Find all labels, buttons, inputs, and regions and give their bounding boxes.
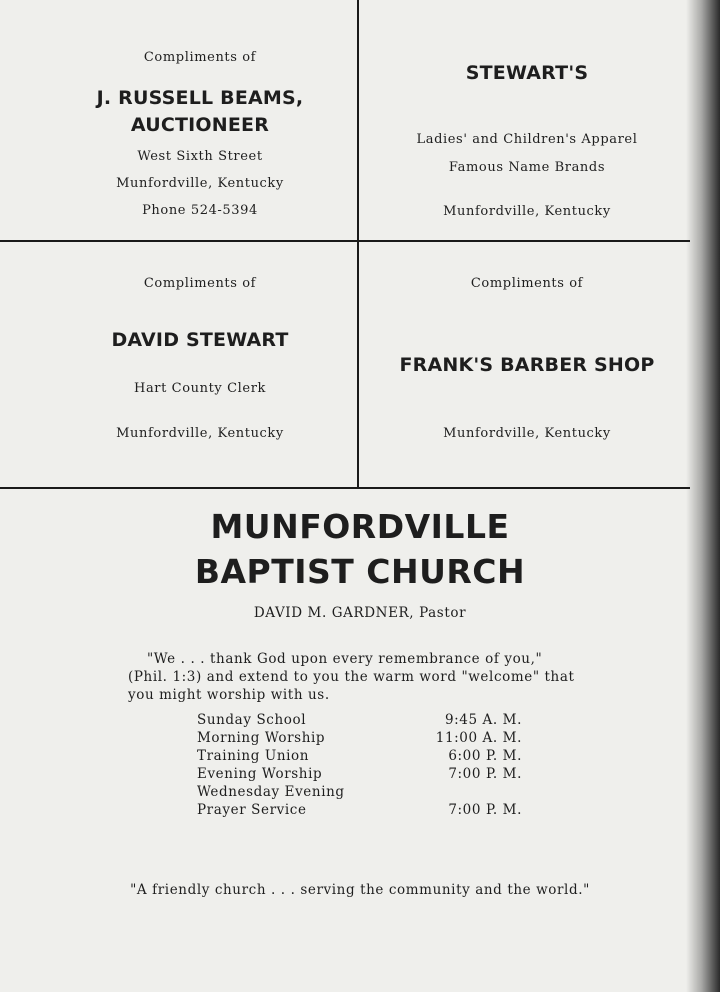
welcome-line-1: "We . . . thank God upon every remembrance of you," [147,651,543,667]
schedule-name: Morning Worship [197,730,326,746]
divider-bottom [0,487,690,489]
schedule-name: Training Union [197,748,310,764]
stewarts-name: STEWART'S [465,62,589,84]
stewarts-apparel: Ladies' and Children's Apparel [416,132,638,147]
ad-stewarts [357,0,697,240]
ad-beams [30,0,370,240]
welcome-line-2: (Phil. 1:3) and extend to you the warm word "welcome" that [128,669,575,685]
church-title-line2: BAPTIST CHURCH [194,552,526,591]
beams-street: West Sixth Street [137,149,263,164]
schedule-time: 7:00 P. M. [448,766,522,782]
stewarts-city: Munfordville, Kentucky [443,204,611,219]
schedule-name: Prayer Service [197,802,307,818]
schedule-name: Wednesday Evening [197,784,345,800]
franks-city: Munfordville, Kentucky [443,426,611,441]
franks-compliments: Compliments of [470,276,584,291]
church-pastor: DAVID M. GARDNER, Pastor [253,605,467,621]
welcome-line-3: you might worship with us. [128,687,330,703]
schedule-time: 7:00 P. M. [448,802,522,818]
beams-title: AUCTIONEER [130,114,270,136]
beams-compliments: Compliments of [143,50,257,65]
beams-city: Munfordville, Kentucky [116,176,284,191]
schedule-name: Evening Worship [197,766,323,782]
franks-name: FRANK'S BARBER SHOP [399,354,655,376]
david-stewart-name: DAVID STEWART [111,329,289,351]
david-stewart-city: Munfordville, Kentucky [116,426,284,441]
david-stewart-compliments: Compliments of [143,276,257,291]
stewarts-brands: Famous Name Brands [448,160,606,175]
david-stewart-title: Hart County Clerk [134,381,266,396]
ad-david-stewart [30,242,370,487]
schedule-time: 11:00 A. M. [435,730,522,746]
schedule-name: Sunday School [197,712,307,728]
schedule-time: 9:45 A. M. [444,712,522,728]
page-shadow-edge [686,0,720,992]
church-title-line1: MUNFORDVILLE [210,507,510,546]
ad-franks-barber-shop [357,242,697,487]
beams-name: J. RUSSELL BEAMS, [96,87,304,109]
beams-phone: Phone 524-5394 [142,203,258,218]
church-motto: "A friendly church . . . serving the community and the world." [130,882,590,898]
schedule-time: 6:00 P. M. [448,748,522,764]
